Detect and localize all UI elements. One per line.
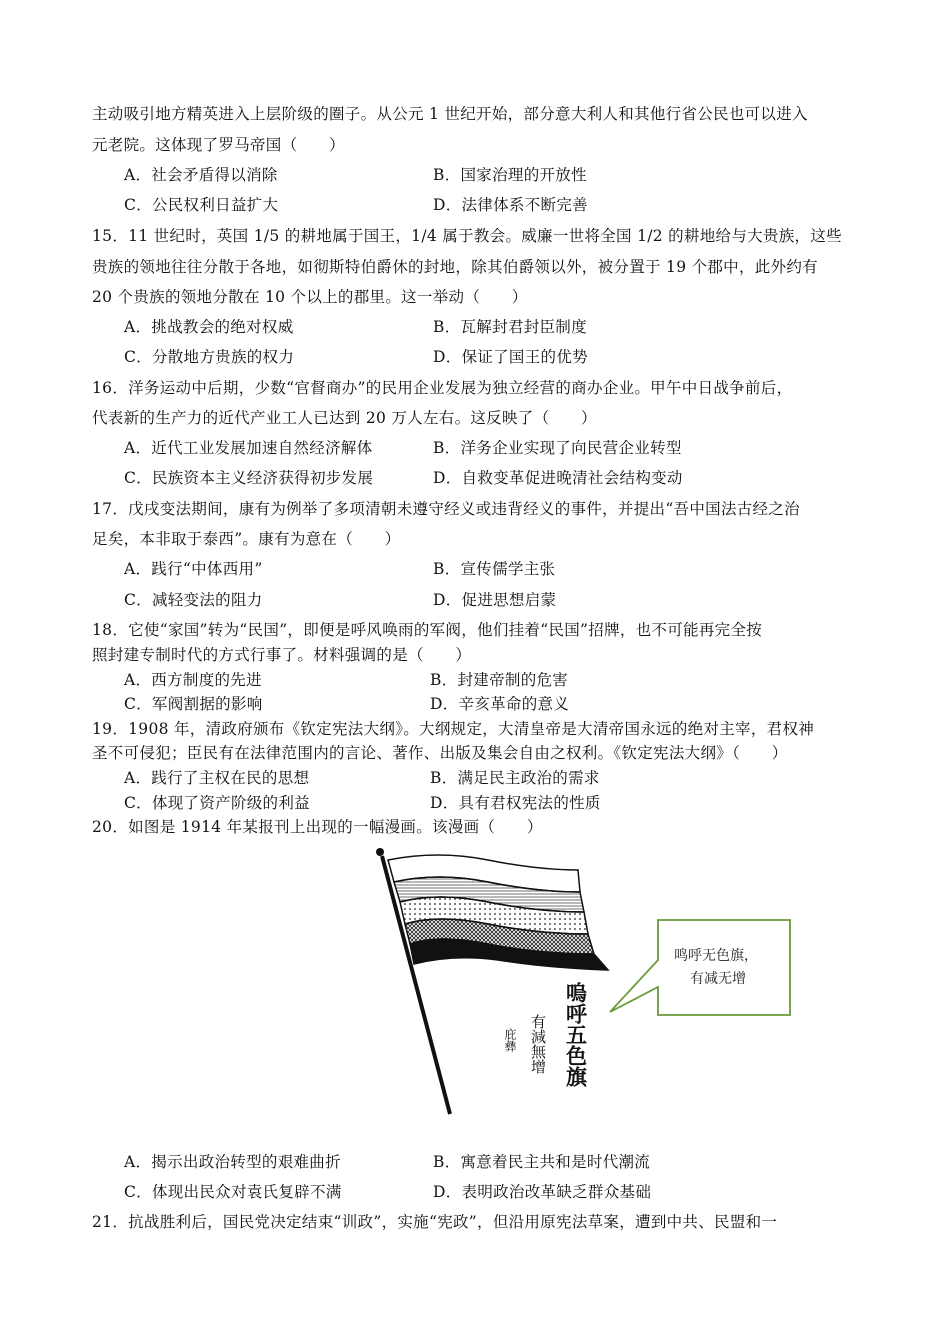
q14-stem-line-2: 元老院。这体现了罗马帝国（ ） — [92, 136, 345, 154]
q16-option-b[interactable]: B．洋务企业实现了向民营企业转型 — [433, 439, 682, 457]
q17-option-c[interactable]: C．减轻变法的阻力 — [124, 591, 263, 609]
q19-stem-line-2: 圣不可侵犯；臣民有在法律范围内的言论、著作、出版及集会自由之权利。《钦定宪法大纲》（ ） — [92, 744, 788, 762]
q19-option-c[interactable]: C．体现了资产阶级的利益 — [124, 794, 310, 812]
five-color-flag-cartoon — [358, 842, 798, 1127]
q18-option-b[interactable]: B．封建帝制的危害 — [430, 671, 569, 689]
q15-option-b[interactable]: B．瓦解封君封臣制度 — [433, 318, 587, 336]
cartoon-caption-main: 嗚呼五色旗 — [563, 982, 589, 1087]
q14-stem-line-1: 主动吸引地方精英进入上层阶级的圈子。从公元 1 世纪开始，部分意大利人和其他行省公民也可以进入 — [92, 105, 808, 123]
q16-option-a[interactable]: A．近代工业发展加速自然经济解体 — [124, 439, 373, 457]
q17-option-b[interactable]: B．宣传儒学主张 — [433, 560, 556, 578]
q15-stem-line-1: 15．11 世纪时，英国 1/5 的耕地属于国王，1/4 属于教会。威廉一世将全国 1/2 的耕地给与大贵族，这些 — [92, 227, 842, 245]
q20-option-c[interactable]: C．体现出民众对袁氏复辟不满 — [124, 1183, 342, 1201]
q16-option-d[interactable]: D．自救变革促进晚清社会结构变动 — [433, 469, 683, 487]
q14-option-c[interactable]: C．公民权利日益扩大 — [124, 196, 279, 214]
speech-callout — [610, 920, 790, 1015]
q19-option-d[interactable]: D．具有君权宪法的性质 — [430, 794, 601, 812]
q20-stem-line-1: 20．如图是 1914 年某报刊上出现的一幅漫画。该漫画（ ） — [92, 818, 543, 836]
q18-option-a[interactable]: A．西方制度的先进 — [124, 671, 262, 689]
q20-option-a[interactable]: A．揭示出政治转型的艰难曲折 — [124, 1153, 341, 1171]
q15-stem-line-2: 贵族的领地往往分散于各地，如彻斯特伯爵休的封地，除其伯爵领以外，被分置于 19 个郡中，此外约有 — [92, 258, 818, 276]
q14-option-b[interactable]: B．国家治理的开放性 — [433, 166, 587, 184]
q18-option-c[interactable]: C．军阀割据的影响 — [124, 695, 263, 713]
callout-line-2: 有减无增 — [690, 971, 746, 987]
q14-option-a[interactable]: A．社会矛盾得以消除 — [124, 166, 278, 184]
callout-line-1: 鸣呼无色旗， — [674, 948, 758, 964]
cartoon-caption-sub: 有減無增 — [529, 1014, 547, 1074]
q19-stem-line-1: 19．1908 年，清政府颁布《钦定宪法大纲》。大纲规定，大清皇帝是大清帝国永远的绝对主宰，君权神 — [92, 720, 815, 738]
q16-stem-line-1: 16．洋务运动中后期，少数“官督商办”的民用企业发展为独立经营的商办企业。甲午中日战争前后， — [92, 379, 793, 397]
q18-option-d[interactable]: D．辛亥革命的意义 — [430, 695, 570, 713]
q16-option-c[interactable]: C．民族资本主义经济获得初步发展 — [124, 469, 374, 487]
q21-stem-line-1: 21．抗战胜利后，国民党决定结束“训政”，实施“宪政”，但沿用原宪法草案，遭到中共、民盟和一 — [92, 1213, 778, 1231]
q17-option-a[interactable]: A．践行“中体西用” — [124, 560, 263, 578]
q17-option-d[interactable]: D．促进思想启蒙 — [433, 591, 557, 609]
q15-option-c[interactable]: C．分散地方贵族的权力 — [124, 348, 295, 366]
pole-finial — [376, 848, 384, 856]
q15-option-d[interactable]: D．保证了国王的优势 — [433, 348, 588, 366]
q15-stem-line-3: 20 个贵族的领地分散在 10 个以上的郡里。这一举动（ ） — [92, 288, 528, 306]
cartoon-signature: 庇彝 — [503, 1028, 517, 1052]
q20-option-d[interactable]: D．表明政治改革缺乏群众基础 — [433, 1183, 652, 1201]
q19-option-b[interactable]: B．满足民主政治的需求 — [430, 769, 600, 787]
q17-stem-line-1: 17．戊戌变法期间，康有为例举了多项清朝未遵守经义或违背经义的事件，并提出“吾中国法古经之治 — [92, 500, 800, 518]
q15-option-a[interactable]: A．挑战教会的绝对权威 — [124, 318, 294, 336]
q14-option-d[interactable]: D．法律体系不断完善 — [433, 196, 588, 214]
q16-stem-line-2: 代表新的生产力的近代产业工人已达到 20 万人左右。这反映了（ ） — [92, 409, 597, 427]
q19-option-a[interactable]: A．践行了主权在民的思想 — [124, 769, 310, 787]
q17-stem-line-2: 足矣，本非取于泰西”。康有为意在（ ） — [92, 530, 401, 548]
q18-stem-line-2: 照封建专制时代的方式行事了。材料强调的是（ ） — [92, 646, 472, 664]
q18-stem-line-1: 18．它使“家国”转为“民国”，即便是呼风唤雨的军阀，他们挂着“民国”招牌，也不可能再完全按 — [92, 621, 763, 639]
q20-option-b[interactable]: B．寓意着民主共和是时代潮流 — [433, 1153, 651, 1171]
